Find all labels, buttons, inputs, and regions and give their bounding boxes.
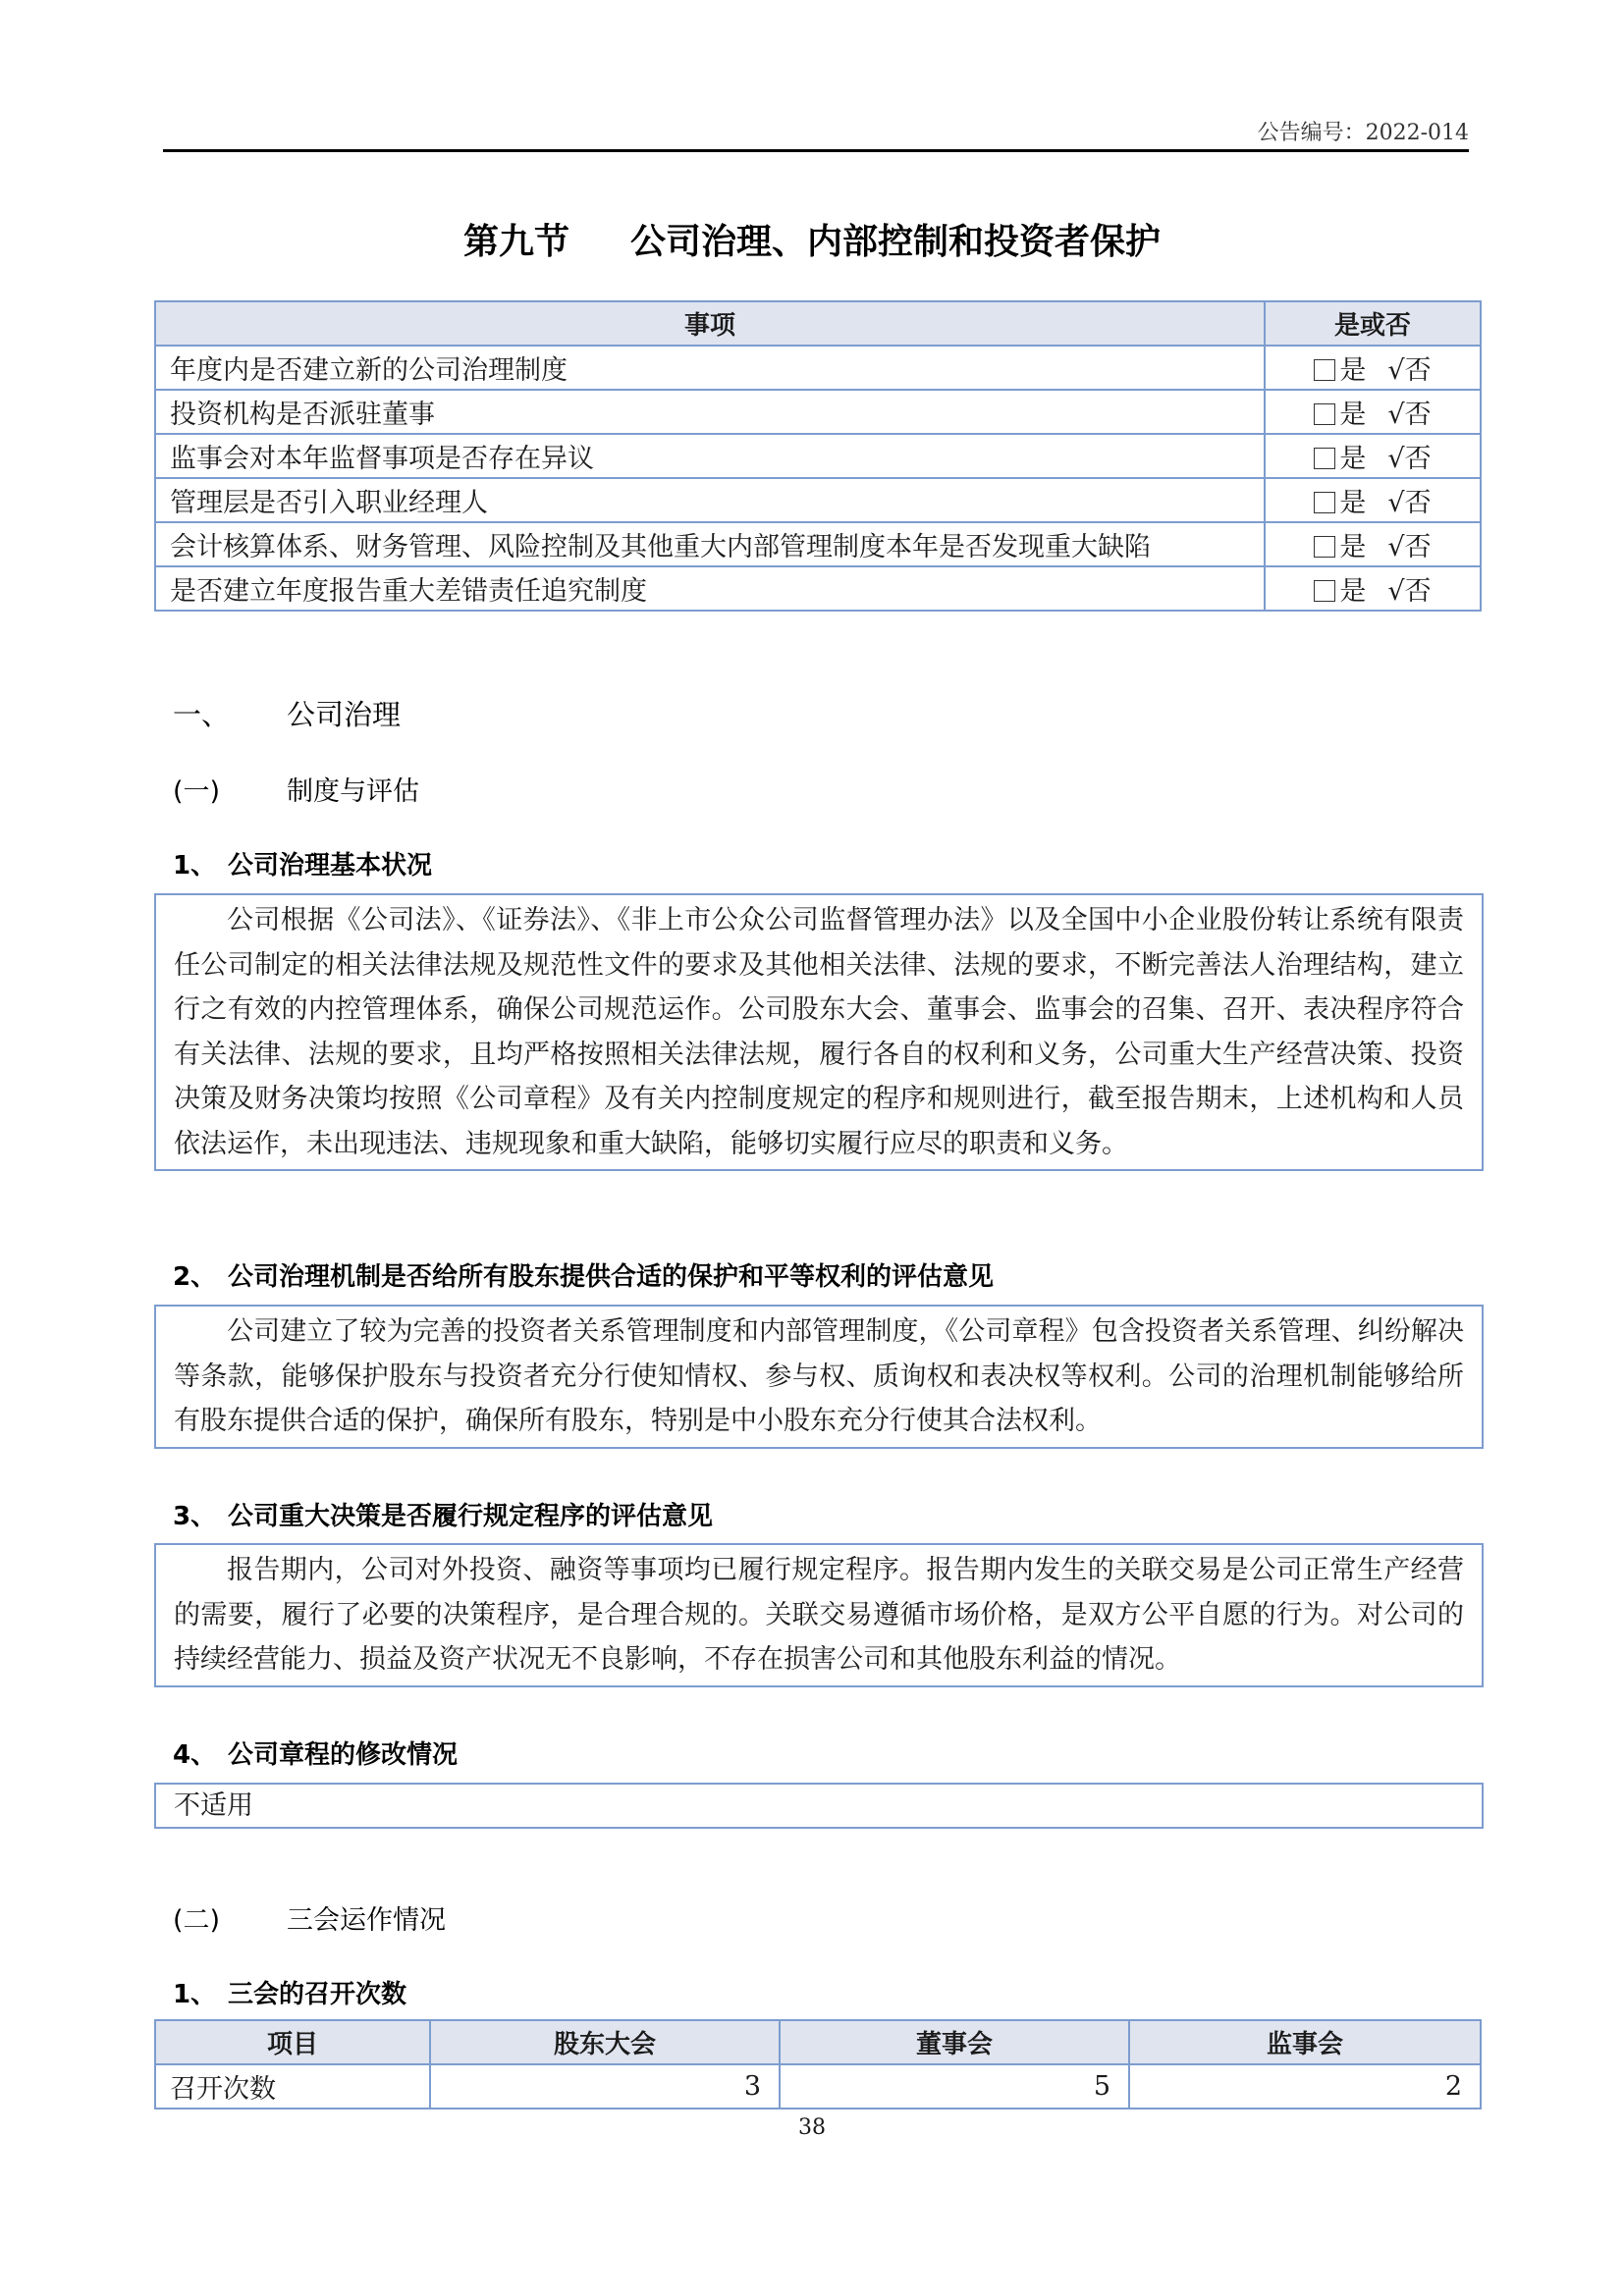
item-heading-decision-procedure bbox=[173, 1496, 713, 1532]
yes-no-cell bbox=[1265, 566, 1481, 611]
yes-label: 是 bbox=[1339, 444, 1367, 474]
checkbox-icon bbox=[1314, 536, 1335, 558]
item-heading-articles-amendment bbox=[173, 1735, 458, 1771]
no-checked-label: √否 bbox=[1387, 532, 1432, 562]
subsection-heading-title: 三会运作情况 bbox=[287, 1905, 446, 1936]
column-header-yes-no: 是或否 bbox=[1265, 301, 1481, 346]
decision-procedure-text: 报告期内，公司对外投资、融资等事项均已履行规定程序。报告期内发生的关联交易是公司正常生产经营的需要，履行了必要的决策程序，是合理合规的。关联交易遵循市场价格，是双方公平自愿的行为。对公司的持续经营能力、损益及资产状况无不良影响，不存在损害公司和其他股东利益的情况。 bbox=[154, 1543, 1484, 1687]
column-header-board-meeting: 董事会 bbox=[780, 2020, 1129, 2064]
item-heading-title: 公司治理基本状况 bbox=[228, 851, 433, 881]
checkbox-icon bbox=[1314, 492, 1335, 513]
checkbox-icon bbox=[1314, 448, 1335, 469]
table-row bbox=[155, 346, 1481, 390]
item-heading-number: 4、 bbox=[173, 1740, 217, 1770]
header-divider bbox=[163, 149, 1469, 152]
no-checked-label: √否 bbox=[1387, 576, 1432, 607]
item-heading-title: 公司重大决策是否履行规定程序的评估意见 bbox=[228, 1502, 714, 1531]
checkbox-icon bbox=[1314, 403, 1335, 425]
yes-label: 是 bbox=[1339, 488, 1367, 518]
subsection-heading-number: (一) bbox=[173, 776, 221, 807]
yes-no-cell bbox=[1265, 522, 1481, 566]
item-heading-number: 3、 bbox=[173, 1502, 217, 1531]
item-heading-title: 公司章程的修改情况 bbox=[228, 1740, 459, 1770]
item-heading-meeting-count bbox=[173, 1974, 406, 2010]
subsection-heading-title: 制度与评估 bbox=[287, 776, 419, 807]
row-label: 召开次数 bbox=[155, 2064, 430, 2109]
item-heading-basic-status bbox=[173, 845, 432, 881]
column-header-supervisory-meeting: 监事会 bbox=[1129, 2020, 1481, 2064]
item-heading-number: 1、 bbox=[173, 1980, 217, 2009]
board-meeting-count: 5 bbox=[780, 2064, 1129, 2109]
basic-status-text: 公司根据《公司法》、《证券法》、《非上市公众公司监督管理办法》以及全国中小企业股份转让系统有限责任公司制定的相关法律法规及规范性文件的要求及其他相关法律、法规的要求，不断完善法人治理结构，建立行之有效的内控管理体系，确保公司规范运作。公司股东大会、董事会、监事会的召集、召开、表决程序符合有关法律、法规的要求，且均严格按照相关法律法规，履行各自的权利和义务，公司重大生产经营决策、投资决策及财务决策均按照《公司章程》及有关内控制度规定的程序和规则进行，截至报告期末，上述机构和人员依法运作，未出现违法、违规现象和重大缺陷，能够切实履行应尽的职责和义务。 bbox=[154, 893, 1484, 1171]
item-heading-number: 1、 bbox=[173, 851, 217, 881]
checkbox-icon bbox=[1314, 359, 1335, 381]
checkbox-icon bbox=[1314, 580, 1335, 602]
section-heading-governance bbox=[173, 693, 401, 733]
supervisory-meeting-count: 2 bbox=[1129, 2064, 1481, 2109]
column-header-item: 事项 bbox=[155, 301, 1265, 346]
yes-no-cell bbox=[1265, 390, 1481, 434]
column-header-item: 项目 bbox=[155, 2020, 430, 2064]
yes-label: 是 bbox=[1339, 400, 1367, 430]
checklist-item-text: 会计核算体系、财务管理、风险控制及其他重大内部管理制度本年是否发现重大缺陷 bbox=[155, 522, 1265, 566]
no-checked-label: √否 bbox=[1387, 400, 1432, 430]
shareholder-protection-text: 公司建立了较为完善的投资者关系管理制度和内部管理制度，《公司章程》包含投资者关系管理、纠纷解决等条款，能够保护股东与投资者充分行使知情权、参与权、质询权和表决权等权利。公司的治理机制能够给所有股东提供合适的保护，确保所有股东，特别是中小股东充分行使其合法权利。 bbox=[154, 1305, 1484, 1449]
checklist-item-text: 年度内是否建立新的公司治理制度 bbox=[155, 346, 1265, 390]
page-number: 38 bbox=[798, 2115, 826, 2140]
item-heading-title: 三会的召开次数 bbox=[228, 1980, 407, 2009]
checklist-item-text: 监事会对本年监督事项是否存在异议 bbox=[155, 434, 1265, 478]
no-checked-label: √否 bbox=[1387, 488, 1432, 518]
no-checked-label: √否 bbox=[1387, 444, 1432, 474]
table-row bbox=[155, 434, 1481, 478]
subsection-heading-system bbox=[173, 770, 419, 808]
table-row bbox=[155, 566, 1481, 611]
section-name: 公司治理、内部控制和投资者保护 bbox=[630, 222, 1162, 262]
checklist-item-text: 管理层是否引入职业经理人 bbox=[155, 478, 1265, 522]
item-heading-shareholder-protection bbox=[173, 1256, 994, 1293]
no-checked-label: √否 bbox=[1387, 355, 1432, 386]
yes-label: 是 bbox=[1339, 532, 1367, 562]
item-heading-title: 公司治理机制是否给所有股东提供合适的保护和平等权利的评估意见 bbox=[228, 1262, 995, 1292]
page-title bbox=[0, 214, 1624, 264]
yes-no-cell bbox=[1265, 346, 1481, 390]
shareholders-meeting-count: 3 bbox=[430, 2064, 780, 2109]
table-row bbox=[155, 522, 1481, 566]
table-header-row bbox=[155, 301, 1481, 346]
yes-no-cell bbox=[1265, 434, 1481, 478]
checklist-item-text: 是否建立年度报告重大差错责任追究制度 bbox=[155, 566, 1265, 611]
item-heading-number: 2、 bbox=[173, 1262, 217, 1292]
yes-no-cell bbox=[1265, 478, 1481, 522]
table-row bbox=[155, 2064, 1481, 2109]
section-heading-title: 公司治理 bbox=[287, 698, 402, 731]
subsection-heading-three-meetings bbox=[173, 1898, 446, 1937]
subsection-heading-number: (二) bbox=[173, 1905, 221, 1936]
yes-label: 是 bbox=[1339, 355, 1367, 386]
articles-amendment-text: 不适用 bbox=[154, 1783, 1484, 1829]
table-row bbox=[155, 390, 1481, 434]
section-heading-number: 一、 bbox=[173, 698, 231, 731]
governance-checklist-table bbox=[154, 300, 1482, 612]
table-row bbox=[155, 478, 1481, 522]
checklist-item-text: 投资机构是否派驻董事 bbox=[155, 390, 1265, 434]
table-header-row bbox=[155, 2020, 1481, 2064]
yes-label: 是 bbox=[1339, 576, 1367, 607]
announcement-number: 公告编号：2022-014 bbox=[1257, 121, 1469, 145]
column-header-shareholders-meeting: 股东大会 bbox=[430, 2020, 780, 2064]
section-number: 第九节 bbox=[462, 222, 569, 262]
meeting-count-table bbox=[154, 2019, 1482, 2109]
